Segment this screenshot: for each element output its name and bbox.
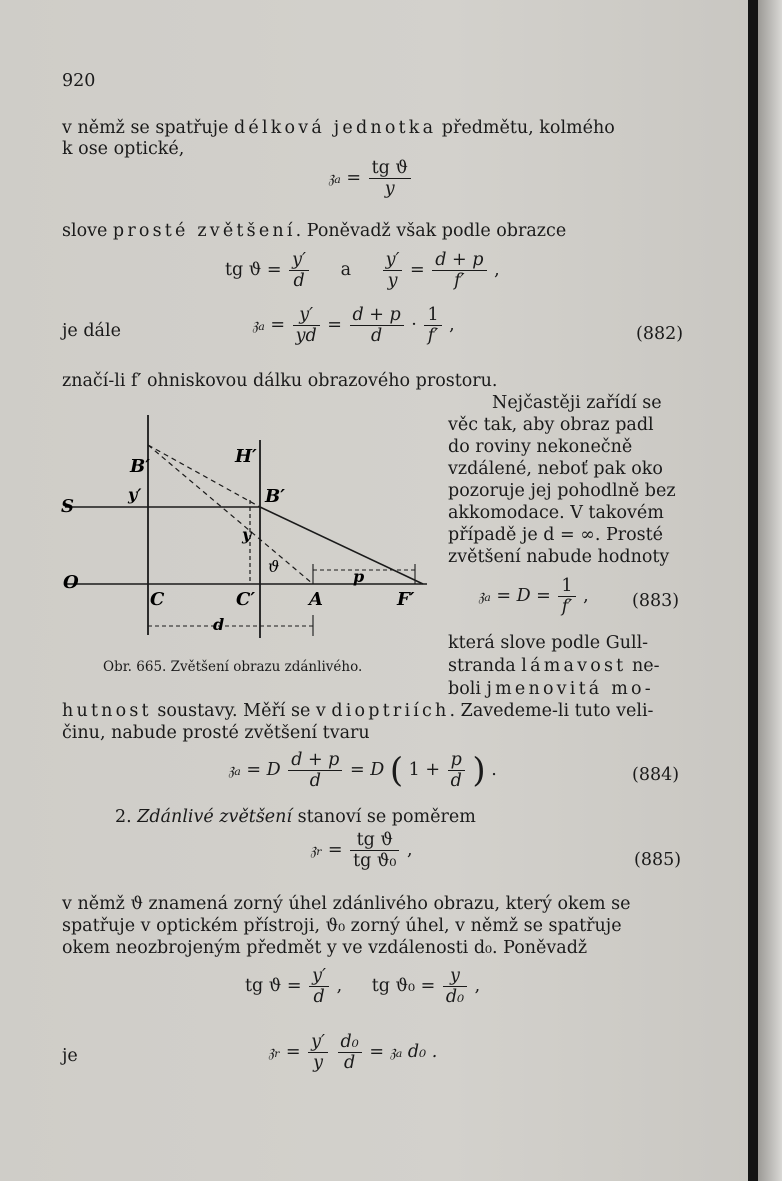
- label-y-prime: y′: [128, 485, 142, 504]
- numerator: d + p: [288, 750, 342, 771]
- eq-part: .: [491, 760, 497, 780]
- eq-part: ,: [474, 976, 481, 996]
- text-line-6: [62, 700, 653, 722]
- denominator: d: [371, 326, 383, 346]
- emphasis-span: prosté zvětšení: [112, 221, 296, 241]
- text-right-2: věc tak, aby obraz padl: [448, 415, 654, 435]
- fraction: [293, 305, 320, 346]
- denominator: f′: [561, 597, 573, 617]
- label-h: H′: [235, 446, 257, 467]
- numerator: y′: [289, 250, 309, 271]
- text-right-5: pozoruje jej pohodlně bez: [448, 481, 676, 501]
- denominator: y: [387, 271, 398, 291]
- emphasis-span: jmenovitá mo-: [486, 679, 654, 699]
- label-s: S: [61, 496, 74, 517]
- numerator: d + p: [350, 305, 404, 326]
- label-p: p: [353, 567, 365, 586]
- text-right-9: která slove podle Gull-: [448, 633, 649, 653]
- emphasis-span: hutnost: [62, 701, 152, 721]
- eq-lhs: 𝔷ᵣ =: [310, 840, 343, 860]
- eq-part: ,: [336, 976, 343, 996]
- numerator: y′: [383, 250, 403, 271]
- fraction: [424, 305, 441, 346]
- fraction: [383, 250, 403, 291]
- numerator: p: [448, 750, 465, 771]
- text-span: slove: [62, 221, 113, 241]
- text-line-1: [62, 117, 615, 139]
- equation-number-883: (883): [632, 591, 680, 611]
- numerator: y′: [309, 966, 329, 987]
- equation-zr: [268, 1032, 437, 1073]
- fraction: [308, 1032, 328, 1073]
- text-right-8: zvětšení nabude hodnoty: [448, 547, 670, 567]
- eq-part: ,: [449, 315, 455, 335]
- numerator: d + p: [432, 250, 486, 271]
- fraction: [350, 830, 399, 871]
- eq-part: = 𝔷ₐ d₀ .: [369, 1042, 438, 1062]
- fraction: [432, 250, 486, 291]
- eq-part: ,: [494, 260, 500, 280]
- figure-665: [55, 400, 440, 650]
- eq-part: tg ϑ =: [245, 976, 302, 996]
- eq-lhs: 𝔷ₐ = D: [228, 760, 281, 780]
- eq-lhs: 𝔷ₐ =: [328, 168, 362, 188]
- denominator: d: [293, 271, 305, 291]
- denominator: d: [344, 1053, 356, 1073]
- page-binding-edge: [748, 0, 758, 1181]
- text-span: v němž se spatřuje: [62, 118, 234, 138]
- text-line-12: je: [62, 1046, 78, 1066]
- text-right-10: [448, 655, 659, 677]
- denominator: yd: [295, 326, 317, 346]
- eq-lhs: 𝔷ₐ =: [252, 315, 286, 335]
- numerator: tg ϑ: [369, 158, 411, 179]
- fraction: [443, 966, 467, 1007]
- denominator: d: [309, 771, 321, 791]
- label-a: A: [309, 589, 323, 610]
- label-y: y: [242, 525, 252, 544]
- eq-part: tg ϑ =: [225, 260, 282, 280]
- text-span: 2.: [115, 807, 138, 827]
- label-f: F′: [397, 589, 415, 610]
- eq-lhs: 𝔷ₐ = D =: [478, 586, 551, 606]
- text-span: boli: [448, 679, 487, 699]
- text-right-3: do roviny nekonečně: [448, 437, 633, 457]
- eq-part: ,: [583, 586, 589, 606]
- numerator: y: [443, 966, 467, 987]
- text-line-4: je dále: [62, 321, 121, 341]
- denominator: y: [313, 1053, 323, 1073]
- dashed-ray-line-2: [148, 445, 313, 584]
- eq-part: 1 +: [408, 760, 441, 780]
- text-right-1: Nejčastěji zařídí se: [492, 393, 662, 413]
- eq-paren: (: [389, 750, 404, 791]
- ray-to-focus-line: [260, 507, 423, 584]
- label-b-top: B′: [130, 456, 150, 477]
- text-span: soustavy. Měří se v: [151, 701, 332, 721]
- numerator: 1: [558, 576, 575, 597]
- fraction: [309, 966, 329, 1007]
- numerator: 1: [424, 305, 441, 326]
- equation-number-884: (884): [632, 765, 680, 785]
- emphasis-span: Zdánlivé zvětšení: [137, 807, 293, 827]
- equation-tg-theta-pair: [245, 966, 480, 1007]
- eq-part: =: [327, 315, 342, 335]
- fraction: [338, 1032, 362, 1073]
- text-line-7: činu, nabude prosté zvětšení tvaru: [62, 723, 370, 743]
- label-b: B′: [265, 486, 285, 507]
- denominator: f′: [427, 326, 439, 346]
- text-line-2: k ose optické,: [62, 139, 185, 159]
- fraction: [448, 750, 465, 791]
- fraction: [558, 576, 575, 617]
- label-c: C: [150, 589, 165, 610]
- text-right-4: vzdálené, neboť pak oko: [448, 459, 663, 479]
- text-span: stanoví se poměrem: [292, 807, 476, 827]
- text-line-9: v němž ϑ znamená zorný úhel zdánlivého obrazu, který okem se: [62, 894, 631, 914]
- label-c-prime: C′: [236, 589, 256, 610]
- denominator: d₀: [445, 987, 465, 1007]
- text-span: ne-: [626, 656, 660, 676]
- eq-paren: ): [472, 750, 486, 791]
- eq-conjunction: a: [340, 260, 352, 280]
- equation-number-882: (882): [636, 324, 684, 344]
- page-number: 920: [62, 71, 96, 91]
- numerator: y′: [293, 305, 320, 326]
- eq-part: tg ϑ₀ =: [371, 976, 436, 996]
- emphasis-span: délková jednotka: [233, 118, 437, 138]
- text-right-6: akkomodace. V takovém: [448, 503, 664, 523]
- eq-part: ·: [411, 315, 417, 335]
- text-line-8: [115, 806, 476, 828]
- equation-884: [228, 750, 497, 791]
- equation-za: [328, 158, 413, 199]
- eq-lhs: 𝔷ᵣ =: [268, 1042, 301, 1062]
- text-span: stranda: [448, 656, 522, 676]
- denominator: d: [450, 771, 462, 791]
- text-span: . Zavedeme-li tuto veli-: [449, 701, 654, 721]
- eq-part: =: [410, 260, 425, 280]
- text-span: předmětu, kolmého: [436, 118, 615, 138]
- denominator: d: [313, 987, 325, 1007]
- label-o: O: [63, 572, 79, 593]
- eq-part: = D: [349, 760, 385, 780]
- text-span: . Poněvadž však podle obrazce: [295, 221, 567, 241]
- figure-caption: Obr. 665. Zvětšení obrazu zdánlivého.: [103, 659, 363, 675]
- equation-883: [478, 576, 589, 617]
- fraction: [350, 305, 404, 346]
- text-line-11: okem neozbrojeným předmět y ve vzdálenosti d₀. Poněvadž: [62, 938, 588, 958]
- emphasis-span: lámavost: [521, 656, 627, 676]
- denominator: tg ϑ₀: [353, 851, 397, 871]
- eq-part: ,: [407, 840, 413, 860]
- text-right-7: případě je d = ∞. Prosté: [448, 525, 664, 545]
- equation-885: [310, 830, 413, 871]
- equation-tg-theta: [225, 250, 500, 291]
- denominator: f′: [454, 271, 465, 291]
- fraction: [369, 158, 411, 199]
- equation-882: [252, 305, 455, 346]
- label-theta: ϑ: [268, 557, 280, 576]
- equation-number-885: (885): [634, 850, 682, 870]
- numerator: y′: [308, 1032, 328, 1053]
- label-d: d: [213, 615, 225, 634]
- numerator: tg ϑ: [350, 830, 399, 851]
- denominator: y: [384, 179, 395, 199]
- text-line-5: značí-li f′ ohniskovou dálku obrazového prostoru.: [62, 371, 498, 391]
- fraction: [288, 750, 342, 791]
- next-page-edge: [758, 0, 782, 1181]
- text-line-3: [62, 220, 566, 242]
- fraction: [289, 250, 309, 291]
- text-right-11: [448, 678, 654, 700]
- numerator: d₀: [338, 1032, 362, 1053]
- emphasis-span: dioptriích: [331, 701, 450, 721]
- text-line-10: spatřuje v optickém přístroji, ϑ₀ zorný úhel, v němž se spatřuje: [62, 916, 622, 936]
